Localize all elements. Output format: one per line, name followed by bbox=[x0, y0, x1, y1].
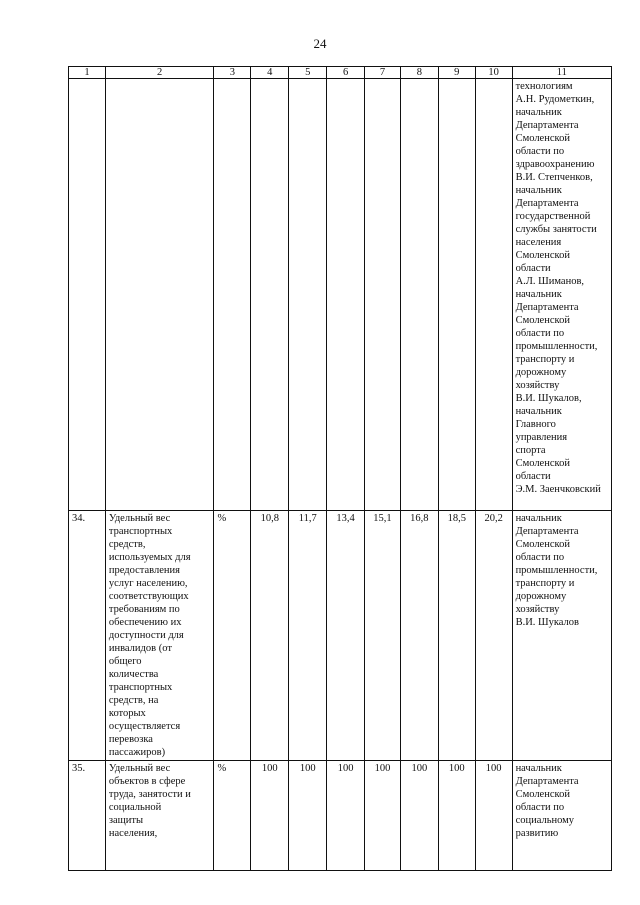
value-cell: 18,5 bbox=[438, 511, 475, 761]
value-cell: 100 bbox=[327, 761, 365, 871]
unit-cell bbox=[214, 79, 251, 511]
value-cell: 15,1 bbox=[365, 511, 401, 761]
unit-cell: % bbox=[214, 761, 251, 871]
page-number: 24 bbox=[313, 36, 327, 51]
value-cell: 100 bbox=[475, 761, 512, 871]
responsible-cell: начальник Департамента Смоленской области по социальному развитию bbox=[512, 761, 611, 871]
row-index bbox=[69, 79, 106, 511]
indicator-description: Удельный вес объектов в сфере труда, занятости и социальной защиты населения, bbox=[105, 761, 214, 871]
value-cell bbox=[400, 79, 438, 511]
table-row bbox=[69, 511, 612, 761]
indicator-description: Удельный вес транспортных средств, используемых для предоставления услуг населению, соответствующих требованиям по обеспечению их доступности для инвалидов (от общего количества транспортных средств, на которых осуществляется перевозка пассажиров) bbox=[105, 511, 214, 761]
column-header: 9 bbox=[438, 67, 475, 79]
value-cell bbox=[289, 79, 327, 511]
column-header: 11 bbox=[512, 67, 611, 79]
value-cell: 16,8 bbox=[400, 511, 438, 761]
responsible-cell: начальник Департамента Смоленской области по промышленности, транспорту и дорожному хозяйству В.И. Шукалов bbox=[512, 511, 611, 761]
column-header: 7 bbox=[365, 67, 401, 79]
column-header: 4 bbox=[251, 67, 289, 79]
value-cell bbox=[438, 79, 475, 511]
value-cell: 100 bbox=[251, 761, 289, 871]
value-cell: 100 bbox=[289, 761, 327, 871]
unit-cell: % bbox=[214, 511, 251, 761]
value-cell bbox=[327, 79, 365, 511]
indicator-description bbox=[105, 79, 214, 511]
indicators-table bbox=[68, 66, 612, 871]
value-cell: 100 bbox=[438, 761, 475, 871]
column-header: 6 bbox=[327, 67, 365, 79]
row-index: 35. bbox=[69, 761, 106, 871]
table-row bbox=[69, 761, 612, 871]
responsible-cell: технологиям А.Н. Рудометкин, начальник Департамента Смоленской области по здравоохранению В.И. Степченков, начальник Департамента государственной службы занятости населения Смоленской области А.Л. Шиманов, начальник Департамента Смоленской области по промышленности, транспорту и дорожному хозяйству В.И. Шукалов, начальник Главного управления спорта Смоленской области Э.М. Заенчковский bbox=[512, 79, 611, 511]
column-header: 10 bbox=[475, 67, 512, 79]
value-cell: 20,2 bbox=[475, 511, 512, 761]
column-header: 8 bbox=[400, 67, 438, 79]
value-cell: 11,7 bbox=[289, 511, 327, 761]
value-cell bbox=[251, 79, 289, 511]
value-cell bbox=[475, 79, 512, 511]
value-cell: 10,8 bbox=[251, 511, 289, 761]
value-cell bbox=[365, 79, 401, 511]
table-row bbox=[69, 79, 612, 511]
value-cell: 100 bbox=[365, 761, 401, 871]
column-header: 3 bbox=[214, 67, 251, 79]
column-header: 5 bbox=[289, 67, 327, 79]
row-index: 34. bbox=[69, 511, 106, 761]
value-cell: 100 bbox=[400, 761, 438, 871]
column-header: 2 bbox=[105, 67, 214, 79]
table-header-row bbox=[69, 67, 612, 79]
value-cell: 13,4 bbox=[327, 511, 365, 761]
column-header: 1 bbox=[69, 67, 106, 79]
